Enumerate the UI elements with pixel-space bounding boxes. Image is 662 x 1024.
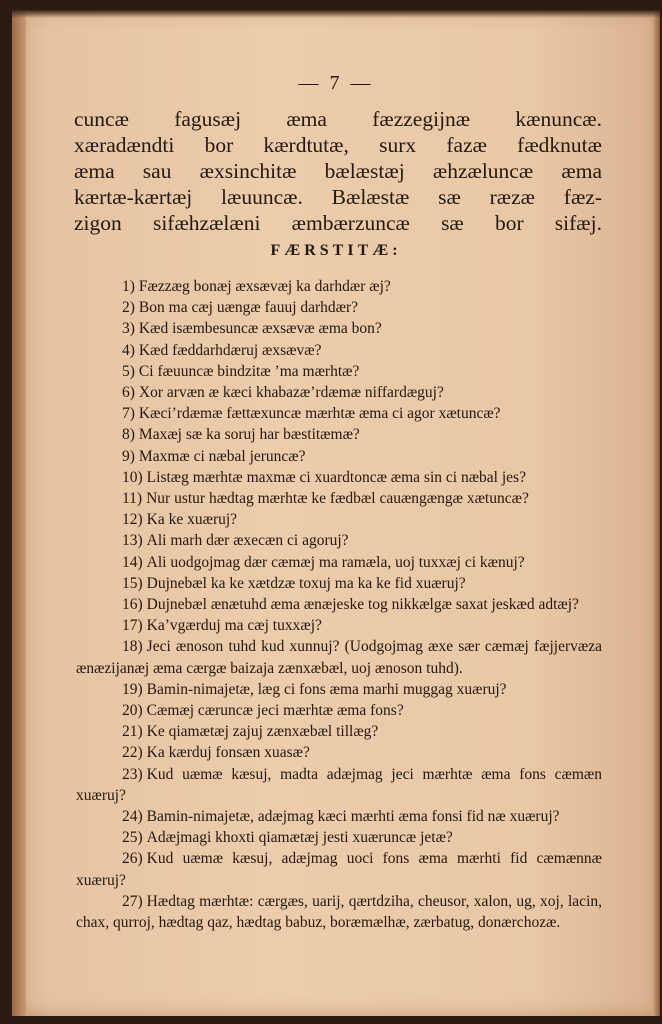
question-text: Nur ustur hædtag mærhtæ ke fædbæl cauængængæ xætuncæ? — [146, 490, 529, 508]
question-number: 27) — [122, 892, 143, 910]
question-text: Kud uæmæ kæsuj, madta adæjmag jeci mærhtæ æma fons cæmæn xuæruj? — [76, 765, 602, 804]
intro-line: zigon sifæhzælæni æmbærzuncæ sæ bor sifæj. — [74, 211, 602, 235]
question-item — [76, 467, 602, 488]
question-text: Ali uodgojmag dær cæmæj ma ramæla, uoj tuxxæj ci kænuj? — [146, 553, 525, 571]
question-number: 1) — [122, 278, 135, 295]
question-text: Kæd isæmbesuncæ æxsævæ æma bon? — [138, 320, 382, 338]
question-number: 18) — [122, 638, 143, 656]
question-item — [76, 403, 602, 424]
question-item — [76, 764, 602, 806]
question-number: 13) — [122, 532, 143, 550]
question-number: 4) — [122, 341, 135, 359]
question-text: Kæci’rdæmæ fættæxuncæ mærhtæ æma ci agor xætuncæ? — [138, 405, 501, 423]
intro-line: æma sau æxsinchitæ bælæstæj æhzæluncæ æma — [74, 159, 602, 183]
question-text: Ka kærduj fonsæn xuasæ? — [146, 744, 310, 762]
question-text: Kud uæmæ kæsuj, adæjmag uoci fons æma mærhti fid cæmænnæ xuæruj? — [76, 850, 602, 889]
question-item — [76, 318, 602, 339]
question-number: 3) — [122, 320, 135, 338]
question-item — [76, 891, 602, 933]
question-text: Ali marh dær æxecæn ci agoruj? — [146, 532, 349, 550]
question-item — [76, 700, 602, 721]
question-number: 21) — [122, 723, 143, 741]
question-item — [76, 382, 602, 403]
question-item — [76, 615, 602, 636]
question-item — [76, 742, 602, 763]
question-text: Ka ke xuæruj? — [146, 511, 238, 529]
question-text: Cæmæj cæruncæ jeci mærhtæ æma fons? — [146, 702, 404, 720]
question-number: 17) — [122, 617, 143, 635]
question-text: Bamin-nimajetæ, adæjmag kæci mærhti æma fonsi fid næ xuæruj? — [146, 808, 560, 826]
question-number: 25) — [122, 829, 143, 847]
question-text: Dujnebæl ænætuhd æma ænæjeske tog nikkælgæ saxat jeskæd adtæj? — [146, 596, 579, 614]
question-number: 8) — [122, 426, 135, 444]
question-number: 5) — [122, 362, 135, 380]
question-text: Xor arvæn æ kæci khabazæ’rdæmæ niffardæguj? — [138, 384, 444, 402]
question-item — [76, 573, 602, 594]
question-item — [76, 488, 602, 509]
question-item — [76, 552, 602, 573]
top-shadow — [12, 10, 660, 18]
question-item — [76, 340, 602, 361]
question-number: 24) — [122, 808, 143, 826]
question-item — [76, 848, 602, 890]
question-item — [76, 509, 602, 530]
question-number: 10) — [122, 468, 143, 486]
question-item — [76, 806, 602, 827]
question-list — [76, 276, 602, 933]
question-item — [76, 276, 602, 297]
question-text: Hædtag mærhtæ: cærgæs, uarij, qærtdziha, cheusor, xalon, ug, xoj, lacin, chax, qurroj, hædtag qaz, hædtag babuz, boræmælhæ, zærbatug, donærchozæ. — [76, 892, 602, 932]
question-item — [76, 530, 602, 551]
question-number: 20) — [122, 702, 143, 720]
question-text: Jeci ænoson tuhd kud xunnuj? (Uodgojmag æxe sær cæmæj fæjjervæza ænæzijanæj æma cærgæ baizaja zænxæbæl, uoj ænoson tuhd). — [76, 638, 602, 677]
page-number: — 7 — — [298, 72, 374, 94]
question-item — [76, 594, 602, 615]
question-text: Adæjmagi khoxti qiamætæj jesti xuæruncæ jetæ? — [146, 829, 453, 847]
question-text: Bamin-nimajetæ, læg ci fons æma marhi muggag xuæruj? — [146, 680, 507, 698]
question-item — [76, 446, 602, 467]
question-number: 9) — [122, 447, 135, 465]
question-number: 2) — [122, 299, 135, 317]
question-number: 16) — [122, 596, 143, 614]
question-number: 11) — [122, 490, 143, 508]
book-page — [12, 10, 660, 1016]
question-item — [76, 424, 602, 445]
question-text: Maxæj sæ ka soruj har bæstitæmæ? — [138, 426, 360, 444]
question-number: 19) — [122, 680, 143, 698]
question-number: 15) — [122, 574, 143, 592]
question-text: Ke qiamætæj zajuj zænxæbæl tillæg? — [146, 723, 379, 741]
question-text: Listæg mærhtæ maxmæ ci xuardtoncæ æma sin ci næbal jes? — [146, 468, 526, 486]
question-number: 23) — [122, 765, 143, 783]
question-text: Maxmæ ci næbal jeruncæ? — [138, 447, 306, 465]
intro-line: cuncæ fagusæj æma fæzzegijnæ kænuncæ. — [74, 107, 602, 131]
question-item — [76, 721, 602, 742]
question-item — [76, 297, 602, 318]
question-number: 7) — [122, 405, 135, 423]
question-text: Ci fæuuncæ bindzitæ ’ma mærhtæ? — [138, 362, 360, 380]
question-number: 6) — [122, 384, 135, 402]
question-number: 26) — [122, 850, 143, 868]
question-number: 12) — [122, 511, 143, 529]
question-text: Ka’vgærduj ma cæj tuxxæj? — [146, 617, 322, 635]
question-text: Dujnebæl ka ke xætdzæ toxuj ma ka ke fid xuæruj? — [146, 574, 466, 592]
intro-paragraph — [74, 106, 602, 236]
question-item — [76, 636, 602, 678]
question-number: 14) — [122, 553, 143, 571]
question-item — [76, 361, 602, 382]
page-edge — [652, 10, 660, 1016]
question-text: Kæd fæddarhdæruj æxsævæ? — [138, 341, 322, 359]
intro-line: kærtæ-kærtæj læuuncæ. Bælæstæ sæ ræzæ fæz- — [74, 185, 602, 209]
question-text: Fæzzæg bonæj æxsævæj ka darhdær æj? — [138, 278, 391, 295]
intro-line: xæradændti bor kærdtutæ, surx fazæ fædknutæ — [74, 133, 602, 157]
question-text: Bon ma cæj uængæ fauuj darhdær? — [138, 299, 359, 317]
question-item — [76, 827, 602, 848]
question-number: 22) — [122, 744, 143, 762]
question-item — [76, 679, 602, 700]
page-gutter — [12, 10, 26, 1016]
section-heading: FÆRSTITÆ: — [270, 242, 402, 259]
